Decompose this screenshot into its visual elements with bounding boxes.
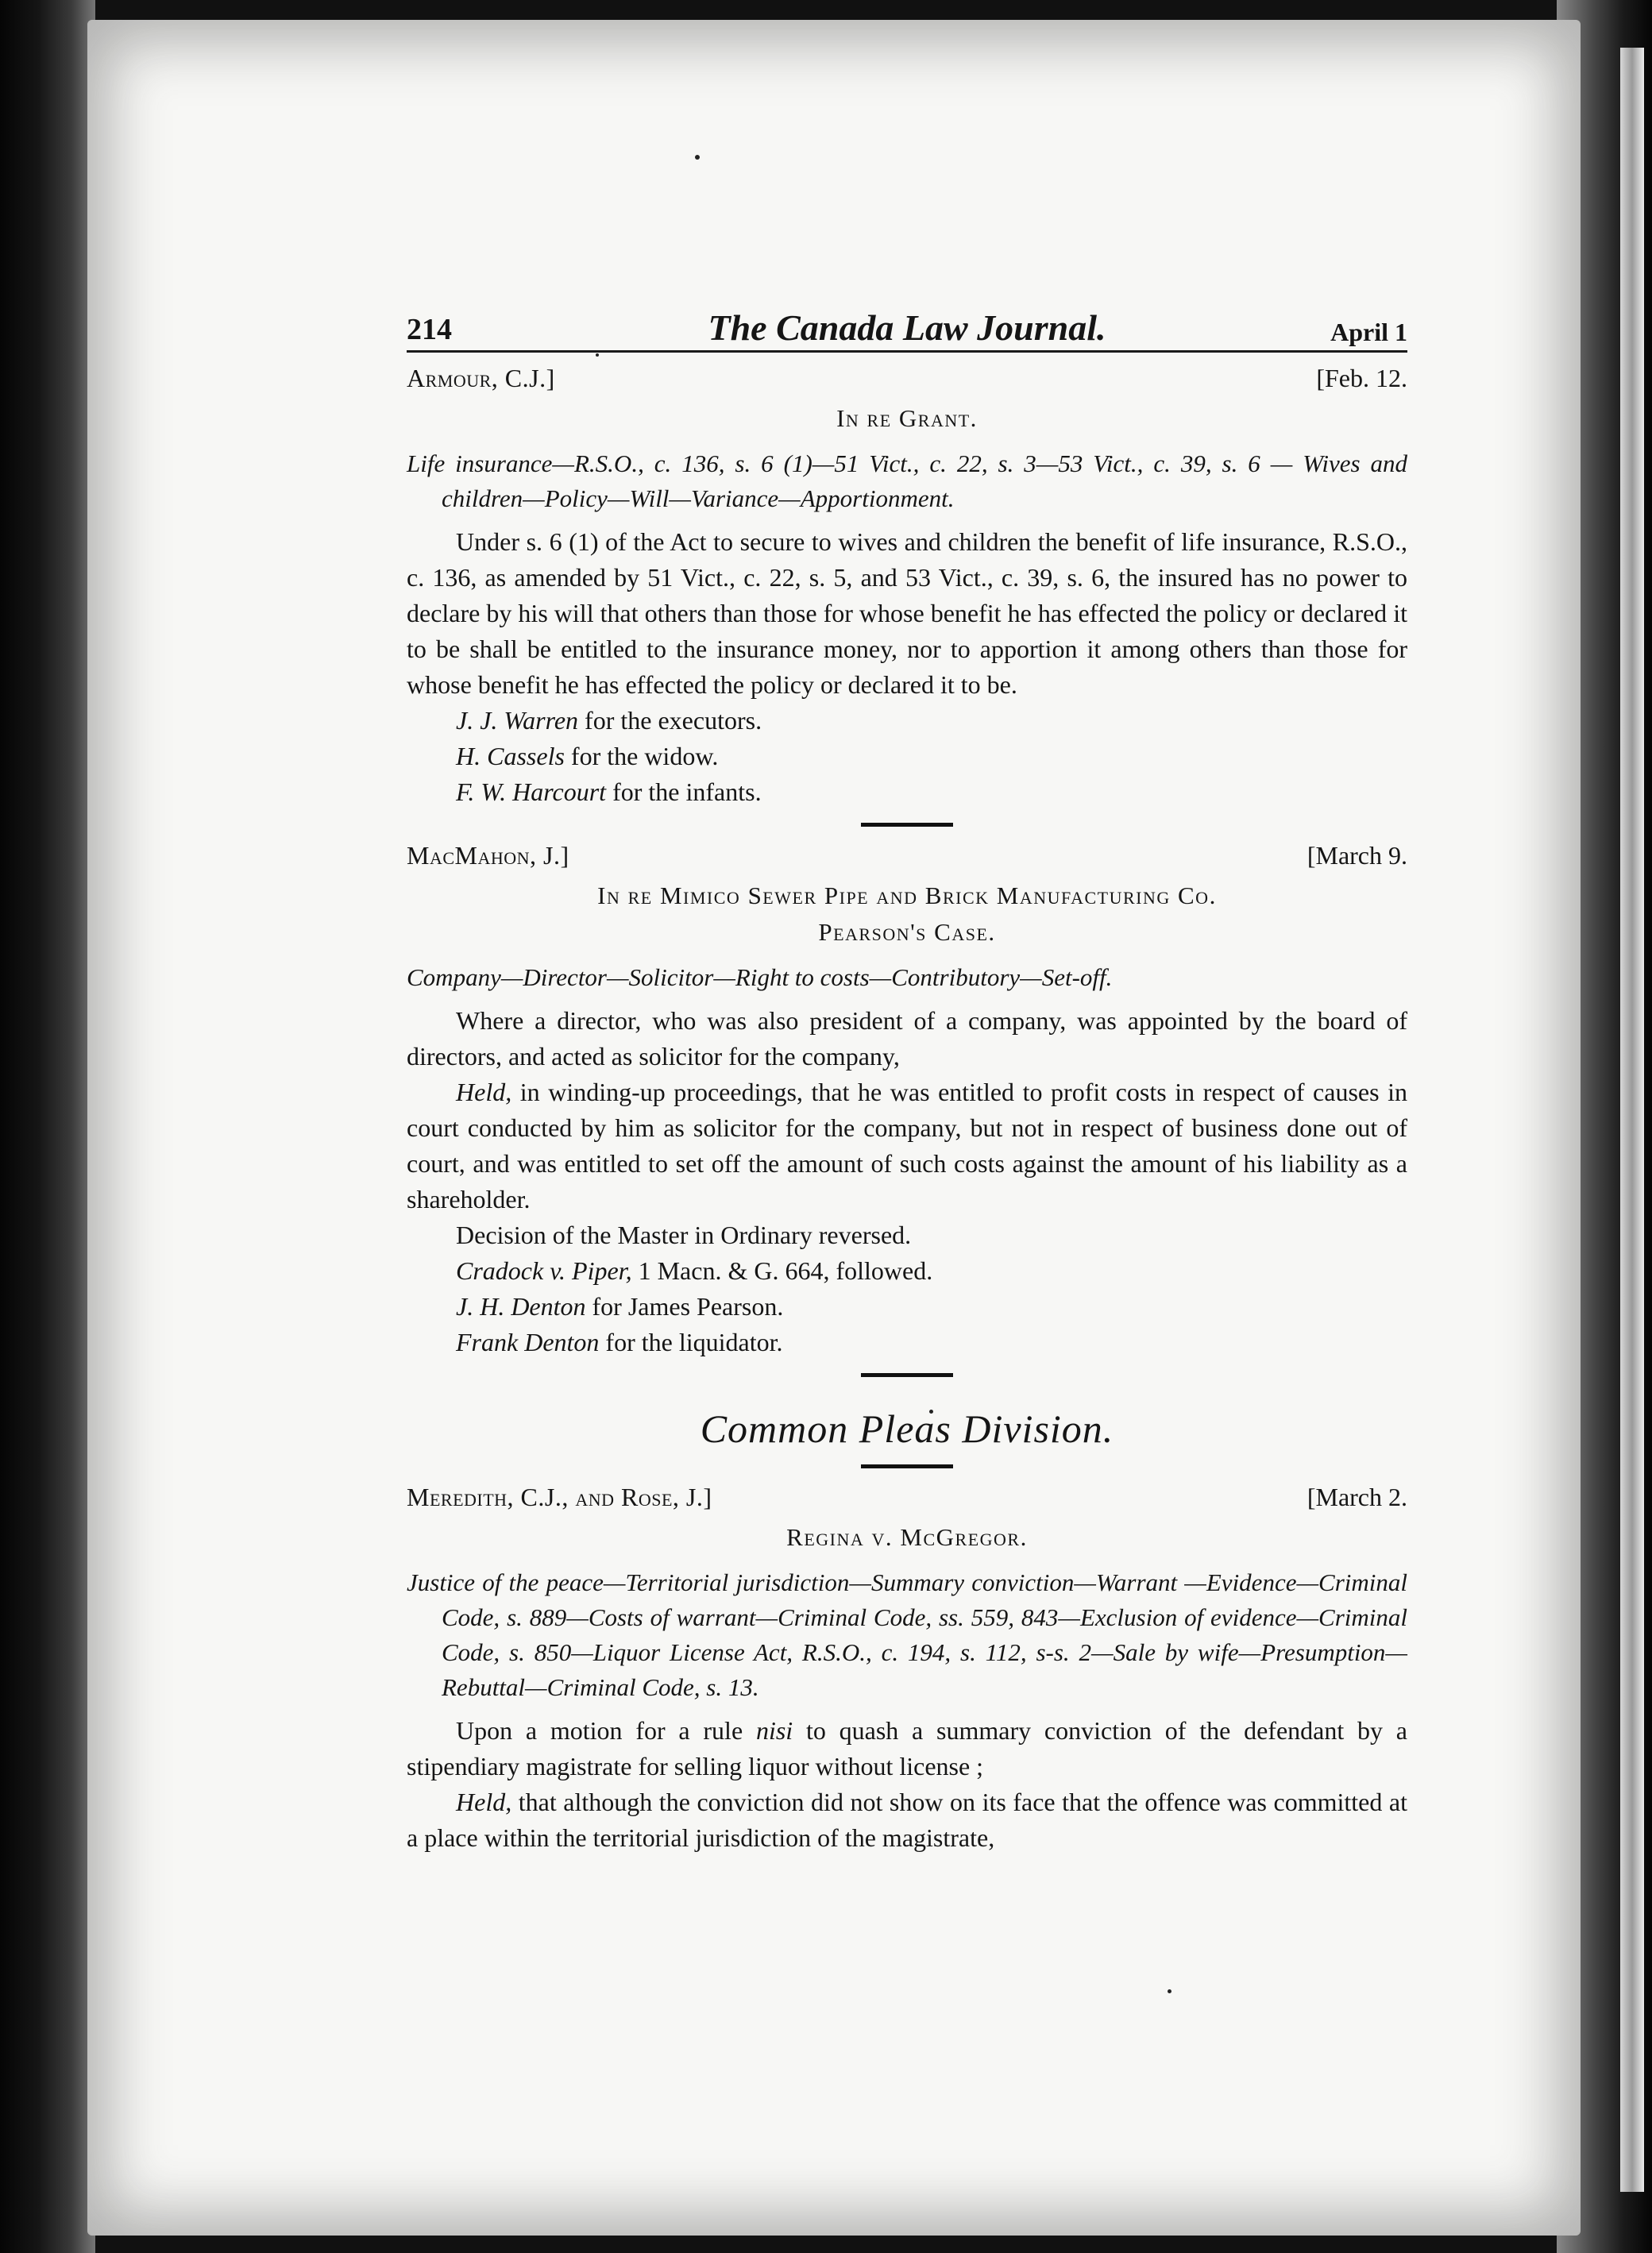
counsel-role: for the liquidator. (605, 1328, 783, 1356)
counsel-name: J. J. Warren (456, 706, 579, 735)
counsel-role: for the widow. (570, 742, 719, 770)
section-divider (861, 1464, 953, 1468)
case-1-title: In re Grant. (836, 404, 978, 432)
counsel-line (407, 703, 1407, 739)
held-word: Held, (456, 1788, 512, 1816)
counsel-line (407, 1325, 1407, 1360)
counsel-name: Frank Denton (456, 1328, 600, 1356)
page-number: 214 (407, 313, 452, 346)
section-divider (861, 1373, 953, 1377)
case-3-catchwords: Justice of the peace—Territorial jurisdiction—Summary conviction—Warrant —Evidence—Criminal Code, s. 889—Costs of warrant—Criminal Code, ss. 559, 843—Exclusion of evidence—Criminal Code, s. 850—Liquor License Act, R.S.O., c. 194, s. 112, s-s. 2—Sale by wife—Presumption—Rebuttal—Criminal Code, s. 13. (407, 1568, 1407, 1701)
case-2-catchwords: Company—Director—Solicitor—Right to costs—Contributory—Set-off. (407, 963, 1113, 991)
case-2-date: [March 9. (1307, 841, 1407, 870)
citation-line (407, 1253, 1407, 1289)
page-content (407, 298, 1407, 1856)
journal-title: The Canada Law Journal. (708, 307, 1106, 348)
scan-speck (1168, 1989, 1171, 1993)
counsel-line (407, 1289, 1407, 1325)
running-head (407, 298, 1407, 353)
case-2-subtitle: Pearson's Case. (818, 918, 996, 946)
case-3-paragraph (407, 1713, 1407, 1784)
counsel-role: for James Pearson. (592, 1292, 784, 1321)
case-2-judge: MacMahon, J.] (407, 841, 569, 870)
case-1-header (407, 364, 1407, 400)
case-3-title: Regina v. McGregor. (786, 1523, 1028, 1551)
counsel-name: H. Cassels (456, 742, 565, 770)
case-1-judge: Armour, C.J.] (407, 364, 555, 392)
counsel-role: for the executors. (585, 706, 762, 735)
counsel-name: J. H. Denton (456, 1292, 586, 1321)
held-text: in winding-up proceedings, that he was entitled to profit costs in respect of causes in court conducted by him as solicitor for the company, but not in respect of business done out of court, and was entitled to set off the amount of such costs against the amount of his liability as a shareholder. (407, 1078, 1408, 1213)
issue-date: April 1 (1330, 318, 1407, 346)
case-1-catchwords: Life insurance—R.S.O., c. 136, s. 6 (1)—51 Vict., c. 22, s. 3—53 Vict., c. 39, s. 6 — Wives and children—Policy—Will—Variance—Apportionment. (407, 449, 1407, 512)
counsel-name: F. W. Harcourt (456, 777, 607, 806)
section-divider (861, 823, 953, 827)
case-3-date: [March 2. (1307, 1483, 1407, 1511)
scan-left-border (0, 0, 95, 2253)
citation-case: Cradock v. Piper, (456, 1256, 632, 1285)
counsel-role: for the infants. (612, 777, 762, 806)
adjacent-page-edge (1620, 48, 1644, 2192)
case-3-header (407, 1483, 1407, 1519)
case-1-paragraph: Under s. 6 (1) of the Act to secure to wives and children the benefit of life insurance, R.S.O., c. 136, as amended by 51 Vict., c. 22, s. 5, and 53 Vict., c. 39, s. 6, the insured has no power to declare by his will that others than those for whose benefit he has effected the policy or declared it to be shall be entitled to the insurance money, nor to apportion it among others than those for whose benefit he has effected the policy or declared it to be. (407, 527, 1407, 699)
para-text: to quash a summary conviction of the defendant by a stipendiary magistrate for selling liquor without license ; (407, 1716, 1408, 1780)
citation-ref: 1 Macn. & G. 664, followed. (638, 1256, 933, 1285)
decision-line: Decision of the Master in Ordinary reversed. (456, 1221, 912, 1249)
case-2-header (407, 841, 1407, 878)
para-italic-term: nisi (755, 1716, 793, 1745)
case-2-paragraph: Where a director, who was also president of a company, was appointed by the board of directors, and acted as solicitor for the company, (407, 1006, 1407, 1071)
held-word: Held, (456, 1078, 512, 1106)
scan-speck (695, 155, 700, 160)
case-1-date: [Feb. 12. (1316, 364, 1407, 392)
counsel-line (407, 774, 1407, 810)
case-2-title: In re Mimico Sewer Pipe and Brick Manufacturing Co. (597, 882, 1217, 909)
case-3-judge: Meredith, C.J., and Rose, J.] (407, 1483, 712, 1511)
case-3-held-paragraph (407, 1784, 1407, 1856)
counsel-line (407, 739, 1407, 774)
division-heading: Common Pleas Division. (700, 1406, 1114, 1451)
held-text: that although the conviction did not show on its face that the offence was committed at a place within the territorial jurisdiction of the magistrate, (407, 1788, 1408, 1852)
case-2-held-paragraph (407, 1074, 1407, 1217)
para-text: Upon a motion for a rule (456, 1716, 743, 1745)
